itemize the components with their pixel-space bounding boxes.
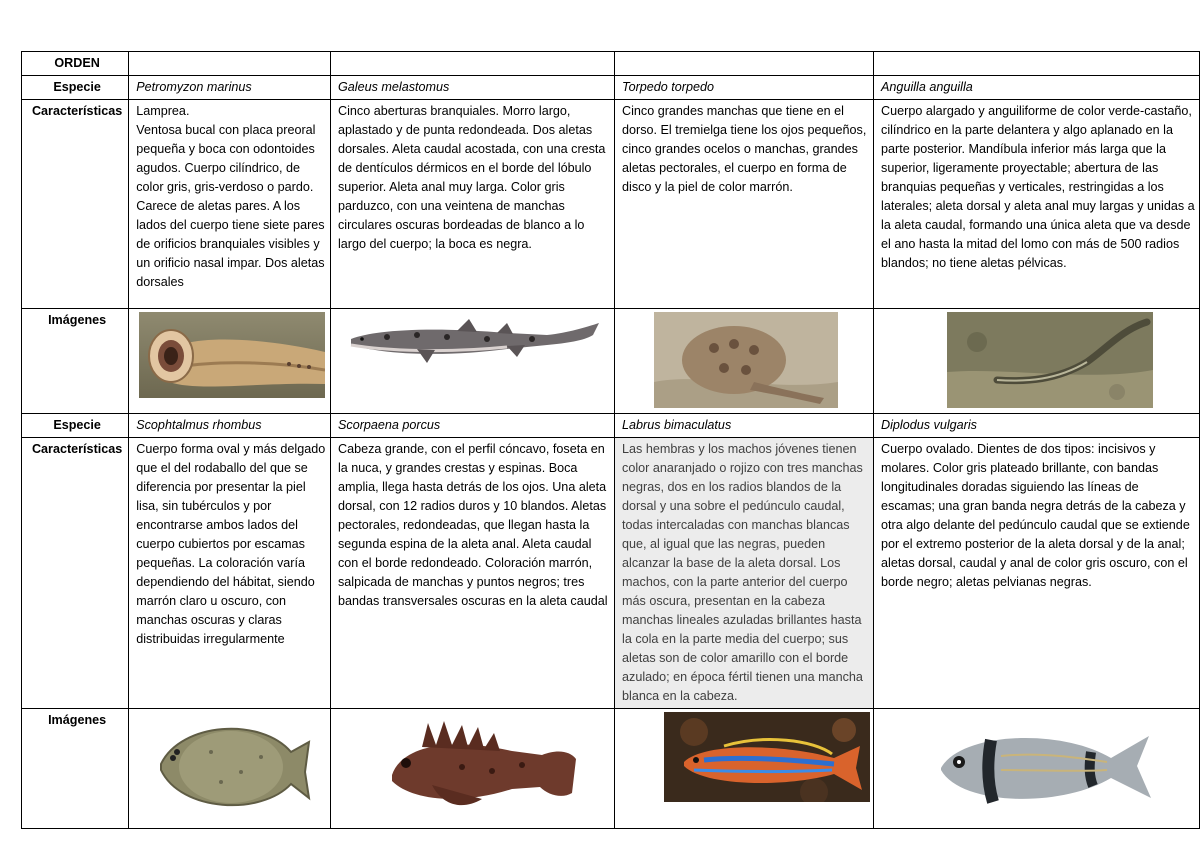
images-label: Imágenes xyxy=(22,709,129,829)
catshark-photo xyxy=(347,315,603,375)
order-label: ORDEN xyxy=(22,52,129,76)
species-description xyxy=(615,438,874,709)
scorpionfish-photo xyxy=(372,715,578,815)
species-name: Scophtalmus rhombus xyxy=(129,414,331,438)
order-cell xyxy=(615,52,874,76)
order-cell xyxy=(129,52,331,76)
species-description xyxy=(129,100,331,309)
species-name: Diplodus vulgaris xyxy=(874,414,1200,438)
image-cell xyxy=(615,709,874,829)
species-label: Especie xyxy=(22,414,129,438)
electric-ray-photo xyxy=(654,312,838,408)
description-text: Las hembras y los machos jóvenes tienen color anaranjado o rojizo con tres manchas negras, dos en los radios blandos de la dorsal y una sobre el pedúnculo caudal, todas intercaladas con manchas blancas que, al igual que las negras, pueden alcanzar la base de la aleta dorsal. Los machos, con la parte anterior del cuerpo más oscura, presentan en la cabeza manchas lineales azuladas brillantes hasta la cola en la parte media del cuerpo; sus aletas son de color amarillo con el borde azulado; en época fértil tienen una mancha blanca en la cabeza. xyxy=(622,442,863,703)
cuckoo-wrasse-photo xyxy=(664,712,870,802)
image-cell xyxy=(615,309,874,414)
seabream-photo xyxy=(921,712,1157,818)
images-row xyxy=(22,709,1200,829)
description-text: Lamprea. Ventosa bucal con placa preoral pequeña y boca con odontoides agudos. Cuerpo cilíndrico, de color gris, gris-verdoso o pardo. Carece de aletas pares. A los lados del cuerpo tiene siete pares de orificios branquiales visibles y un orificio nasal impar. Dos aletas dorsales xyxy=(136,104,325,289)
species-row xyxy=(22,414,1200,438)
species-name: Galeus melastomus xyxy=(331,76,615,100)
species-description xyxy=(874,100,1200,309)
species-label: Especie xyxy=(22,76,129,100)
characteristics-label: Características xyxy=(22,438,129,709)
image-cell xyxy=(874,309,1200,414)
characteristics-label: Características xyxy=(22,100,129,309)
description-text: Cinco aberturas branquiales. Morro largo, aplastado y de punta redondeada. Dos aletas dorsales. Aleta caudal acostada, con una cresta de dentículos dérmicos en el borde del lóbulo superior. Aleta anal muy larga. Color gris parduzco, con una veintena de manchas circulares oscuras bordeadas de blanco a lo largo del cuerpo; la boca es negra. xyxy=(338,104,606,251)
description-text: Cuerpo alargado y anguiliforme de color verde-castaño, cilíndrico en la parte delantera y algo aplanado en la parte posterior. Mandíbula inferior más larga que la superior, ligeramente proyectable; abertura de las branquias pequeñas y verticales, restringidas a los laterales; aleta dorsal y aleta anal muy largas y unidas a la aleta caudal, formando una única aleta que va desde el ano hasta la mitad del lomo con más de 500 radios blandos; no tiene aletas pélvicas. xyxy=(881,104,1195,270)
order-cell xyxy=(874,52,1200,76)
image-cell xyxy=(874,709,1200,829)
image-cell xyxy=(331,709,615,829)
species-description xyxy=(615,100,874,309)
species-table xyxy=(21,51,1200,829)
characteristics-row xyxy=(22,100,1200,309)
species-description xyxy=(331,438,615,709)
species-name: Labrus bimaculatus xyxy=(615,414,874,438)
species-name: Petromyzon marinus xyxy=(129,76,331,100)
description-text: Cuerpo forma oval y más delgado que el del rodaballo del que se diferencia por presentar la piel lisa, sin tubérculos y por encontrarse ambos lados del cuerpo cubiertos por escamas pequeñas. La coloración varía dependiendo del hábitat, siendo marrón claro u oscuro, con manchas oscuras y claras distribuidas irregularmente xyxy=(136,442,326,646)
species-name: Scorpaena porcus xyxy=(331,414,615,438)
images-label: Imágenes xyxy=(22,309,129,414)
lamprey-photo xyxy=(139,312,325,398)
description-text: Cinco grandes manchas que tiene en el dorso. El tremielga tiene los ojos pequeños, cinco grandes ocelos o manchas, grandes aletas pectorales, el cuerpo en forma de disco y la piel de color marrón. xyxy=(622,104,867,194)
description-text: Cuerpo ovalado. Dientes de dos tipos: incisivos y molares. Color gris plateado brillante, con bandas longitudinales doradas siguiendo las líneas de escamas; una gran banda negra detrás de la cabeza y otra algo delante del pedúnculo caudal que se extiende por el extremo posterior de la aleta dorsal y de la anal; aletas dorsal, caudal y anal de color gris oscuro, con el borde negro; aletas pelvianas negras. xyxy=(881,442,1190,589)
description-text: Cabeza grande, con el perfil cóncavo, foseta en la nuca, y grandes crestas y espinas. Boca amplia, llega hasta detrás de los ojos. Una aleta dorsal, con 12 radios duros y 10 blandos. Aletas pectorales, redondeadas, que llegan hasta la segunda espina de la aleta anal. Aleta caudal con el borde redondeado. Coloración marrón, salpicada de manchas y puntos negros; tres bandas transversales oscuras en la aleta caudal xyxy=(338,442,608,608)
characteristics-row xyxy=(22,438,1200,709)
images-row xyxy=(22,309,1200,414)
species-description xyxy=(129,438,331,709)
species-description xyxy=(331,100,615,309)
order-cell xyxy=(331,52,615,76)
species-row xyxy=(22,76,1200,100)
brill-photo xyxy=(151,712,313,822)
species-name: Anguilla anguilla xyxy=(874,76,1200,100)
image-cell xyxy=(129,309,331,414)
species-name: Torpedo torpedo xyxy=(615,76,874,100)
image-cell xyxy=(129,709,331,829)
eel-photo xyxy=(947,312,1153,408)
order-row xyxy=(22,52,1200,76)
species-description xyxy=(874,438,1200,709)
image-cell xyxy=(331,309,615,414)
